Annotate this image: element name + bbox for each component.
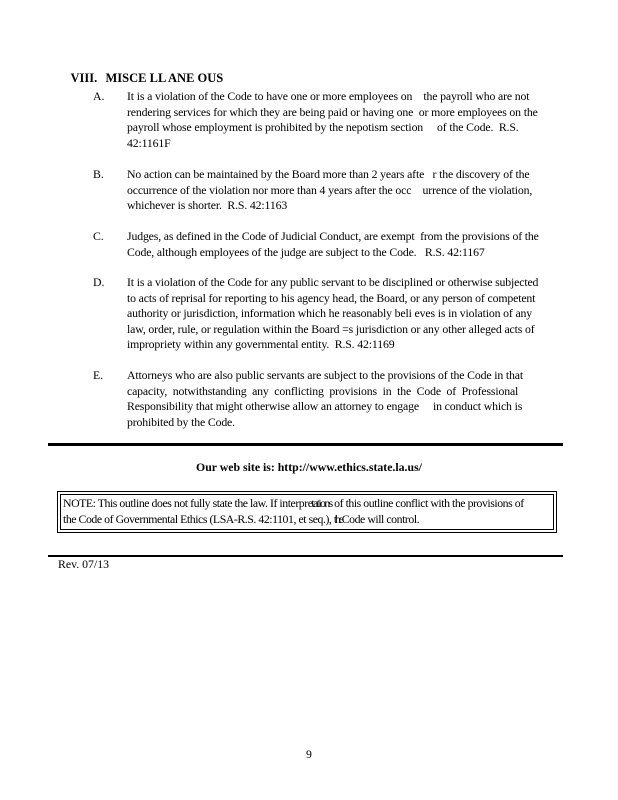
item-line: It is a violation of the Code to have one or more employees on the payroll who are not — [127, 89, 530, 103]
item-line: whichever is shorter. R.S. 42:1163 — [127, 198, 288, 212]
outline-item — [93, 229, 573, 260]
section-numeral: VIII. — [70, 70, 98, 85]
item-body — [127, 167, 573, 214]
note-text: Code will control. — [341, 511, 420, 526]
item-body — [127, 229, 573, 260]
item-line: capacity, notwithstanding any conflicting provisions in the Code of Professional — [127, 383, 519, 398]
item-line: occurrence of the violation nor more than 4 years after the occ urrence of the violation, — [127, 182, 533, 197]
outline-item — [93, 167, 573, 214]
note-text-squeezed: etations — [307, 496, 332, 510]
item-label: A. — [93, 89, 105, 103]
item-label: E. — [93, 368, 104, 382]
section-title: MISCE LL ANE OUS — [105, 70, 224, 85]
item-line: Responsibility that might otherwise allow an attorney to engage in conduct which is — [127, 399, 523, 413]
item-line: prohibited by the Code. — [127, 414, 235, 429]
item-label: B. — [93, 167, 104, 181]
outline-item — [93, 275, 573, 353]
outline-item — [93, 89, 573, 151]
note-line — [63, 496, 553, 512]
page-number: 9 — [306, 747, 312, 761]
item-line: rendering services for which they are being paid or having one or more employees on the — [127, 104, 538, 119]
item-body — [127, 275, 573, 353]
item-line: to acts of reprisal for reporting to his agency head, the Board, or any person of competent — [127, 290, 536, 305]
note-text: NOTE: This outline does not fully state the law. If interpr — [63, 496, 308, 510]
revision-label: Rev. 07/13 — [58, 557, 110, 571]
item-line: impropriety within any governmental entity. R.S. 42:1169 — [127, 337, 395, 351]
item-line: law, order, rule, or regulation within the Board =s jurisdiction or any other alleged acts of — [127, 321, 535, 336]
divider-rule-top — [48, 443, 563, 446]
item-line: No action can be maintained by the Board more than 2 years afte r the discovery of the — [127, 167, 530, 181]
item-line: payroll whose employment is prohibited by the nepotism section of the Code. R.S. — [127, 120, 519, 134]
item-line: 42:1161F — [127, 135, 171, 150]
item-line: authority or jurisdiction, information which he reasonably beli eves is in violation of any — [127, 306, 533, 320]
outline-item — [93, 368, 573, 430]
item-body — [127, 368, 573, 430]
note-text: of this outline conflict with the provisions of — [331, 496, 524, 510]
item-label: C. — [93, 229, 104, 243]
item-line: Attorneys who are also public servants are subject to the provisions of the Code in that — [127, 368, 523, 382]
website-line: Our web site is: http://www.ethics.state.la.us/ — [196, 460, 422, 474]
item-line: Judges, as defined in the Code of Judicial Conduct, are exempt from the provisions of the — [127, 229, 539, 243]
divider-rule-bottom — [48, 555, 563, 557]
note-text-squeezed: the — [333, 511, 342, 526]
item-body — [127, 89, 573, 151]
note-line — [63, 512, 553, 528]
item-line: Code, although employees of the judge are subject to the Code. R.S. 42:1167 — [127, 244, 485, 259]
note-text: the Code of Governmental Ethics (LSA-R.S. 42:1101, et seq.), — [63, 511, 334, 526]
item-label: D. — [93, 275, 105, 289]
item-line: It is a violation of the Code for any public servant to be disciplined or otherwise subjected — [127, 275, 539, 289]
note-box — [57, 491, 557, 533]
